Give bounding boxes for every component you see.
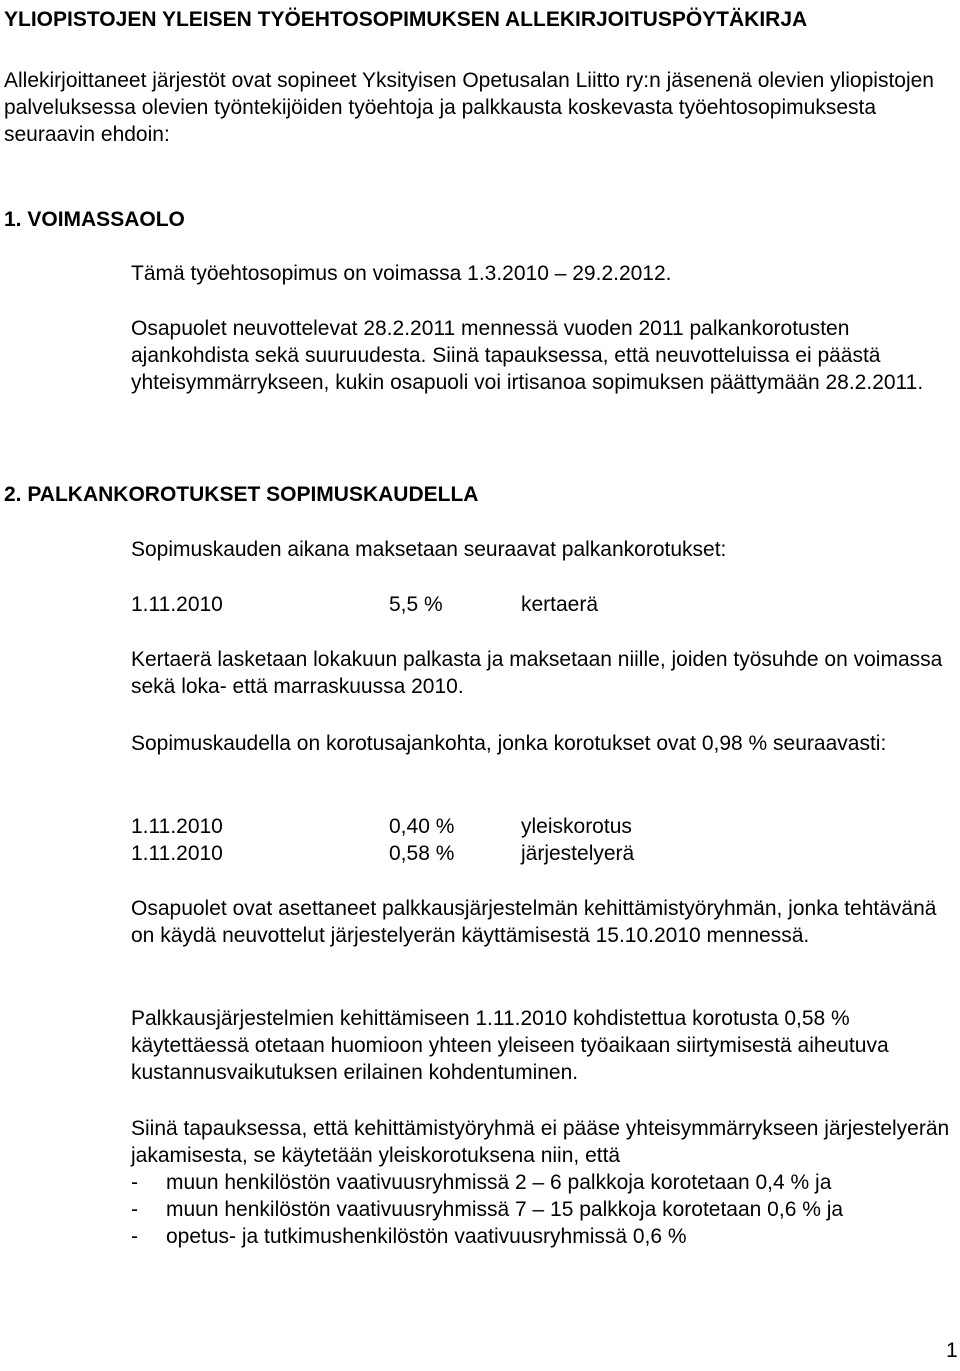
list-dash: -	[131, 1225, 138, 1248]
document-title: YLIOPISTOJEN YLEISEN TYÖEHTOSOPIMUKSEN ALLEKIRJOITUSPÖYTÄKIRJA	[4, 8, 808, 31]
raises-intro-paragraph: Sopimuskauden aikana maksetaan seuraavat palkankorotukset:	[131, 538, 727, 561]
page-number: 1	[946, 1339, 958, 1362]
intro-paragraph: Allekirjoittaneet järjestöt ovat sopineet Yksityisen Opetusalan Liitto ry:n jäsenenä olevien yliopistojen palveluksessa olevien työntekijöiden työehtoja ja palkkausta koskevasta työehtosopimuksesta seuraavin ehdoin:	[4, 69, 934, 146]
raise-date: 1.11.2010	[131, 842, 223, 865]
section-1-heading: 1. VOIMASSAOLO	[4, 208, 185, 231]
raise-row	[131, 813, 951, 840]
list-item	[131, 1223, 951, 1250]
lumpsum-date: 1.11.2010	[131, 593, 223, 616]
list-dash: -	[131, 1198, 138, 1221]
raise-percent: 0,40 %	[389, 815, 455, 838]
list-item-text: muun henkilöstön vaativuusryhmissä 2 – 6 palkkoja korotetaan 0,4 % ja	[166, 1171, 832, 1194]
raise-percent: 0,58 %	[389, 842, 455, 865]
working-group-paragraph: Osapuolet ovat asettaneet palkkausjärjestelmän kehittämistyöryhmän, jonka tehtävänä on käydä neuvottelut järjestelyerän käyttämisestä 15.10.2010 mennessä.	[131, 897, 937, 947]
list-item-text: muun henkilöstön vaativuusryhmissä 7 – 15 palkkoja korotetaan 0,6 % ja	[166, 1198, 844, 1221]
raise-timing-paragraph: Sopimuskaudella on korotusajankohta, jonka korotukset ovat 0,98 % seuraavasti:	[131, 732, 887, 755]
raise-row	[131, 840, 951, 867]
lumpsum-row	[131, 591, 951, 618]
raise-label: yleiskorotus	[521, 815, 632, 838]
list-item	[131, 1169, 951, 1196]
validity-paragraph: Tämä työehtosopimus on voimassa 1.3.2010 – 29.2.2012.	[131, 262, 672, 285]
lumpsum-paragraph: Kertaerä lasketaan lokakuun palkasta ja maksetaan niille, joiden työsuhde on voimassa sekä loka- että marraskuussa 2010.	[131, 648, 943, 698]
section-2-heading: 2. PALKANKOROTUKSET SOPIMUSKAUDELLA	[4, 483, 479, 506]
raise-label: järjestelyerä	[521, 842, 635, 865]
pay-system-paragraph: Palkkausjärjestelmien kehittämiseen 1.11.2010 kohdistettua korotusta 0,58 % käytettäessä otetaan huomioon yhteen yleiseen työaikaan siirtymisestä aiheutuva kustannusvaikutuksen erilainen kohdentuminen.	[131, 1007, 889, 1084]
raise-date: 1.11.2010	[131, 815, 223, 838]
negotiation-paragraph: Osapuolet neuvottelevat 28.2.2011 mennessä vuoden 2011 palkankorotusten ajankohdista sekä suuruudesta. Siinä tapauksessa, että neuvotteluissa ei päästä yhteisymmärrykseen, kukin osapuoli voi irtisanoa sopimuksen päättymään 28.2.2011.	[131, 317, 924, 394]
lumpsum-percent: 5,5 %	[389, 593, 443, 616]
list-dash: -	[131, 1171, 138, 1194]
fallback-list	[131, 1169, 951, 1250]
fallback-paragraph: Siinä tapauksessa, että kehittämistyöryhmä ei pääse yhteisymmärrykseen järjestelyerän jakamisesta, se käytetään yleiskorotuksena niin, että	[131, 1117, 950, 1167]
list-item-text: opetus- ja tutkimushenkilöstön vaativuusryhmissä 0,6 %	[166, 1225, 687, 1248]
list-item	[131, 1196, 951, 1223]
lumpsum-label: kertaerä	[521, 593, 599, 616]
